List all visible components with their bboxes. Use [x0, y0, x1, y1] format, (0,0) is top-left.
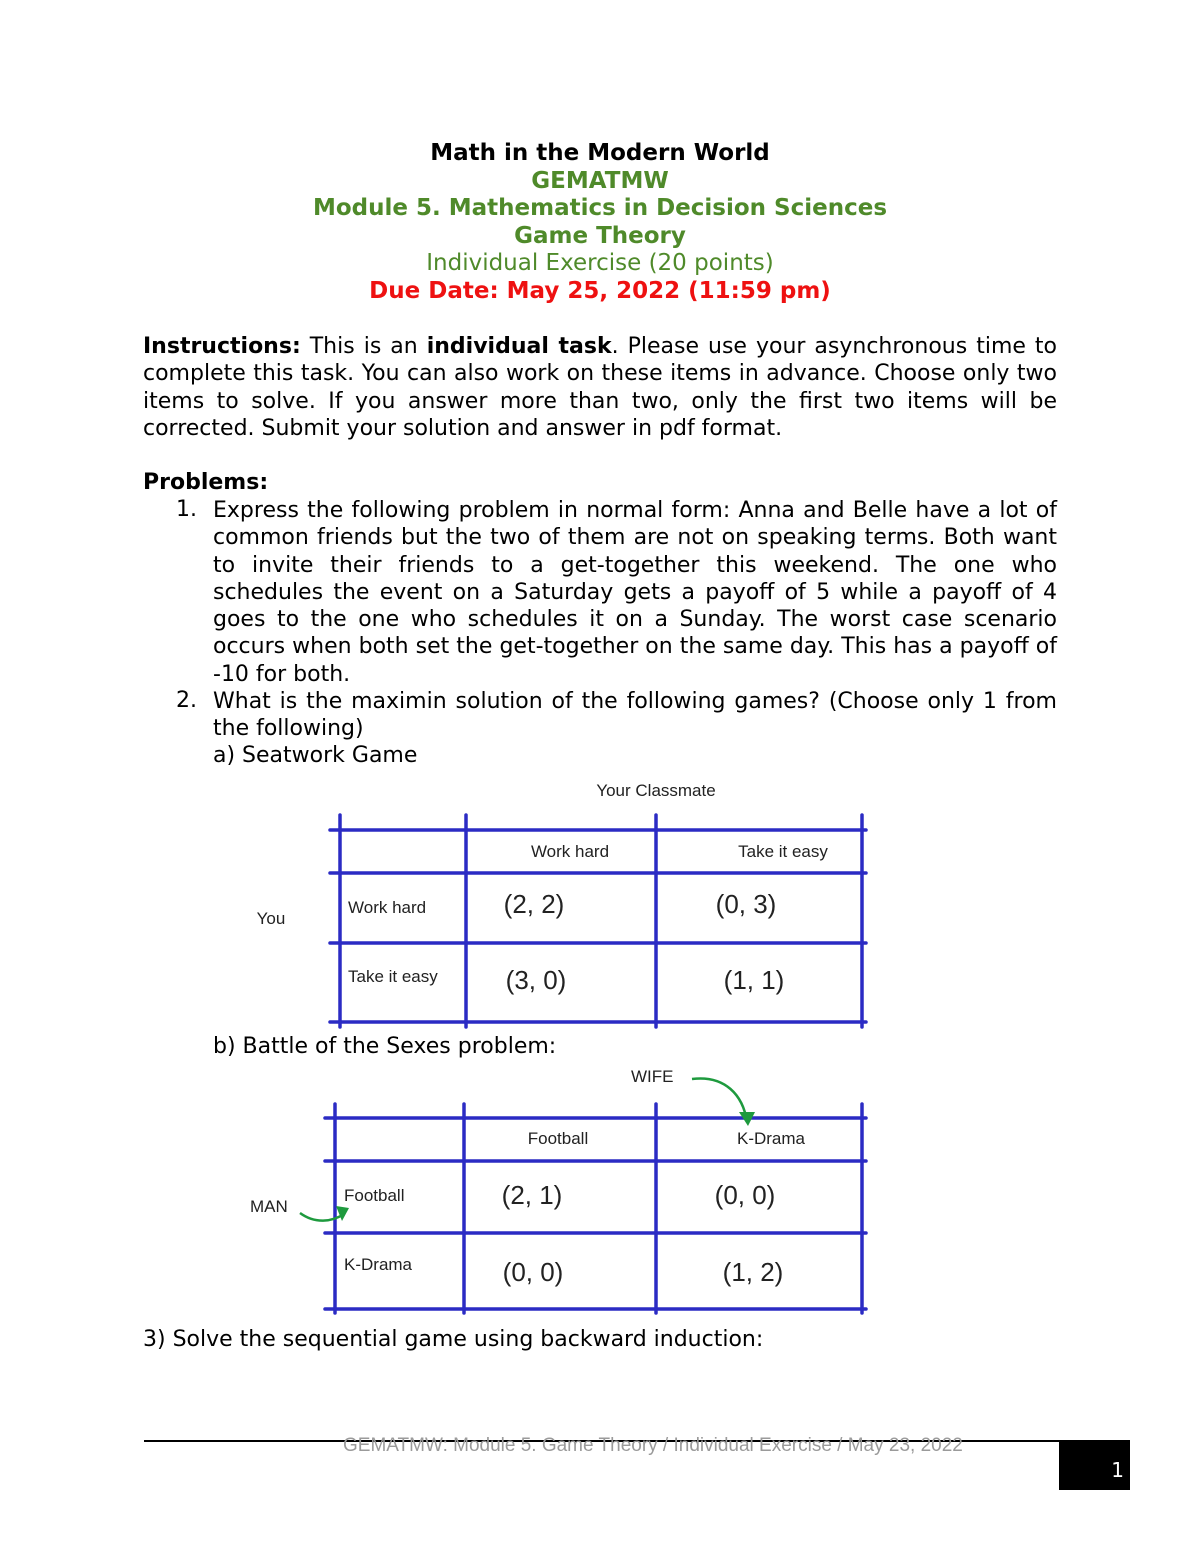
problem-1-text: Express the following problem in normal form: Anna and Belle have a lot of common friends but the two of them are not on speaking terms. Both want to invite their friends to a get-together this weekend. The one who schedules the event on a Saturday gets a payoff of 5 while a payoff of 4 goes to the one who schedules it on a Sunday. The worst case scenario occurs when both set the get-together on the same day. This has a payoff of -10 for both.: [213, 498, 1057, 687]
seatwork-row-header-2: Take it easy: [348, 967, 438, 986]
instructions-text-1: This is an: [300, 334, 427, 359]
seatwork-payoff-1-1: (2, 2): [503, 889, 565, 919]
battle-col-header-2: K-Drama: [736, 1129, 806, 1148]
battle-row-header-2: K-Drama: [344, 1255, 413, 1274]
seatwork-row-player: You: [256, 909, 286, 928]
instructions-bold: individual task: [426, 334, 612, 359]
topic-title: Game Theory: [514, 223, 686, 249]
problem-2-number: 2.: [176, 688, 197, 713]
seatwork-payoff-2-2: (1, 1): [723, 965, 785, 995]
problems-heading: Problems:: [143, 470, 269, 495]
man-arrow: [300, 1213, 344, 1221]
battle-row-player: MAN: [250, 1197, 288, 1216]
page-number: 1: [1059, 1440, 1130, 1490]
problem-2b-label: b) Battle of the Sexes problem:: [213, 1034, 557, 1059]
problem-2a-label: a) Seatwork Game: [213, 743, 418, 768]
instructions-label: Instructions:: [143, 334, 301, 359]
course-code: GEMATMW: [531, 168, 669, 194]
instructions-text-2: . Please use your asynchronous time to complete this task. You can also work on these items in advance. Choose only two items to solve. If you answer more than two, only the first two items will be corrected. Submit your solution and answer in pdf format.: [143, 334, 1057, 441]
seatwork-col-header-1: Work hard: [530, 842, 610, 861]
footer-text: GEMATMW: Module 5. Game Theory / Individual Exercise / May 23, 2022: [343, 1435, 963, 1456]
man-arrow-head: [336, 1206, 349, 1221]
problem-1-number: 1.: [176, 497, 197, 522]
battle-payoff-1-2: (0, 0): [714, 1180, 776, 1210]
battle-payoff-2-2: (1, 2): [722, 1257, 784, 1287]
seatwork-col-header-2: Take it easy: [738, 842, 828, 861]
course-title: Math in the Modern World: [430, 140, 770, 166]
battle-payoff-1-1: (2, 1): [501, 1180, 563, 1210]
exercise-label: Individual Exercise (20 points): [426, 250, 774, 276]
module-title: Module 5. Mathematics in Decision Sciences: [312, 195, 888, 221]
battle-payoff-2-1: (0, 0): [502, 1257, 564, 1287]
problem-3-text: 3) Solve the sequential game using backward induction:: [143, 1327, 764, 1352]
seatwork-column-player: Your Classmate: [596, 781, 716, 800]
battle-column-player: WIFE: [631, 1067, 674, 1086]
wife-arrow: [692, 1078, 747, 1122]
seatwork-row-header-1: Work hard: [348, 898, 427, 917]
seatwork-payoff-1-2: (0, 3): [715, 889, 777, 919]
due-date: Due Date: May 25, 2022 (11:59 pm): [369, 278, 831, 304]
battle-col-header-1: Football: [527, 1129, 589, 1148]
problem-2-text: What is the maximin solution of the following games? (Choose only 1 from the following): [213, 689, 1057, 742]
seatwork-payoff-2-1: (3, 0): [505, 965, 567, 995]
battle-row-header-1: Football: [344, 1186, 405, 1205]
